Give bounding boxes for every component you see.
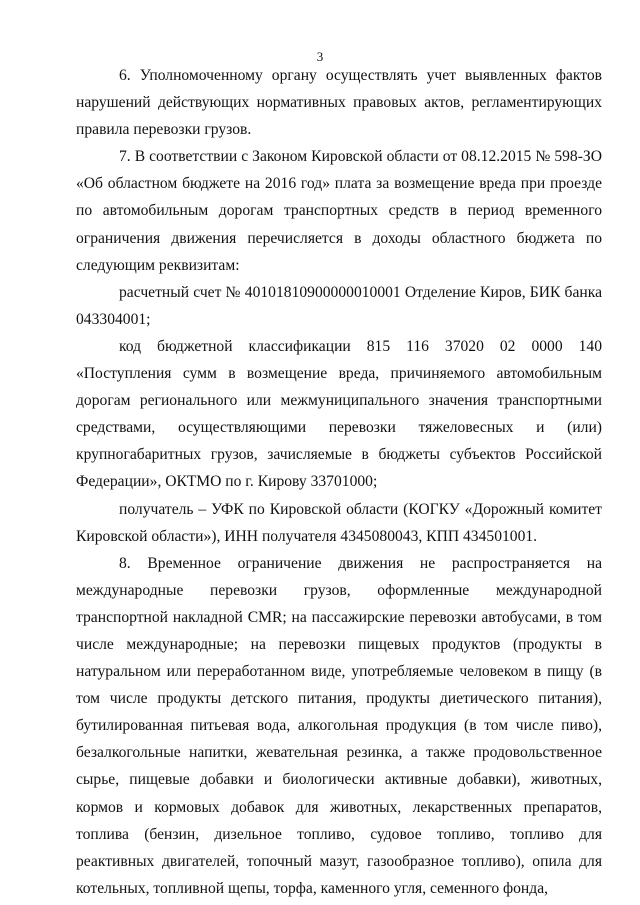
paragraph-8: 8. Временное ограничение движения не распространяется на международные перевозки грузов, оформленные международной транспортной накладной CMR; на пассажирские перевозки автобусами, в том числе международные; на перевозки пищевых продуктов (продукты в натуральном или переработанном виде, употребляемые человеком в пищу (в том числе продукты детского питания, продукты диетического питания), бутилированная питьевая вода, алкогольная продукция (в том числе пиво), безалкогольные напитки, жевательная резинка, а также продовольственное сырье, пищевые добавки и биологически активные добавки), животных, кормов и кормовых добавок для животных, лекарственных препаратов, топлива (бензин, дизельное топливо, судовое топливо, топливо для реактивных двигателей, топочный мазут, газообразное топливо), опила для котельных, топливной щепы, торфа, каменного угля, семенного фонда, xyxy=(76,554,602,897)
page-number: 3 xyxy=(316,49,324,64)
paragraph-budget-code: код бюджетной классификации 815 116 37020 02 0000 140 «Поступления сумм в возмещение вреда, причиняемого автомобильным дорогам регионального или межмуниципального значения транспортными средствами, осуществляющими перевозки тяжеловесных и (или) крупногабаритных грузов, зачисляемые в бюджеты субъектов Российской Федерации», ОКТМО по г. Кирову 33701000; xyxy=(76,337,602,491)
paragraph-6: 6. Уполномоченному органу осуществлять учет выявленных фактов нарушений действующих нормативных правовых актов, регламентирующих правила перевозки грузов. xyxy=(76,67,602,139)
paragraph-7: 7. В соответствии с Законом Кировской области от 08.12.2015 № 598-ЗО «Об областном бюджете на 2016 год» плата за возмещение вреда при проезде по автомобильным дорогам транспортных средств в период временного ограничения движения перечисляется в доходы областного бюджета по следующим реквизитам: xyxy=(76,148,602,274)
document-body xyxy=(76,62,602,902)
paragraph-recipient: получатель – УФК по Кировской области (КОГКУ «Дорожный комитет Кировской области»), ИНН получателя 4345080043, КПП 434501001. xyxy=(76,500,602,545)
paragraph-account: расчетный счет № 40101810900000010001 Отделение Киров, БИК банка 043304001; xyxy=(76,283,602,328)
